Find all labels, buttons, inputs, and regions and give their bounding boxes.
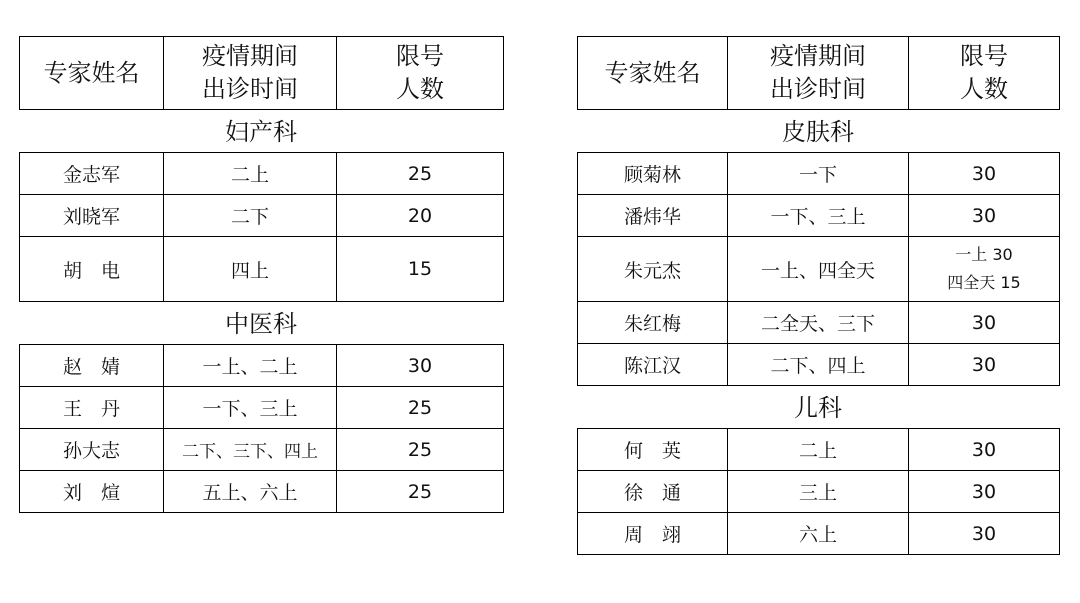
header-clinic-time-line1: 疫情期间 [202, 42, 298, 70]
limit-count: 30 [909, 302, 1060, 344]
table-row [578, 513, 1060, 555]
limit-count-line1: 一上 30 [955, 245, 1013, 264]
expert-name: 刘晓军 [20, 195, 164, 237]
limit-count: 20 [337, 195, 504, 237]
table-row [20, 471, 504, 513]
limit-count [909, 237, 1060, 302]
pediatrics-table [577, 428, 1060, 555]
expert-name: 王 丹 [20, 387, 164, 429]
dermatology-table [577, 152, 1060, 386]
table-row [578, 153, 1060, 195]
header-expert-name: 专家姓名 [20, 37, 164, 110]
clinic-time: 二下、四上 [728, 344, 909, 386]
expert-name: 刘 煊 [20, 471, 164, 513]
header-limit [909, 37, 1060, 110]
expert-name: 赵 婧 [20, 345, 164, 387]
section-title-pediatrics: 儿科 [794, 394, 842, 422]
right-header-table [577, 36, 1060, 110]
clinic-time: 四上 [164, 237, 337, 302]
limit-count: 25 [337, 153, 504, 195]
header-clinic-time-line2: 出诊时间 [770, 75, 866, 103]
clinic-time: 一下 [728, 153, 909, 195]
expert-name: 周 翊 [578, 513, 728, 555]
limit-count: 30 [909, 344, 1060, 386]
table-row [20, 345, 504, 387]
limit-count-line2: 四全天 15 [947, 273, 1021, 292]
clinic-time: 二上 [728, 429, 909, 471]
expert-name: 孙大志 [20, 429, 164, 471]
section-title-tcm: 中医科 [225, 310, 297, 338]
header-limit-line2: 人数 [960, 75, 1008, 103]
expert-name: 潘炜华 [578, 195, 728, 237]
tcm-table [19, 344, 504, 513]
header-limit-line1: 限号 [396, 42, 444, 70]
clinic-time: 六上 [728, 513, 909, 555]
limit-count: 30 [909, 471, 1060, 513]
left-header-table [19, 36, 504, 110]
limit-count: 30 [909, 513, 1060, 555]
limit-count: 25 [337, 471, 504, 513]
expert-name: 胡 电 [20, 237, 164, 302]
header-expert-name: 专家姓名 [578, 37, 728, 110]
table-row [578, 195, 1060, 237]
limit-count: 25 [337, 429, 504, 471]
header-limit-line2: 人数 [396, 75, 444, 103]
expert-name: 何 英 [578, 429, 728, 471]
limit-count: 30 [909, 195, 1060, 237]
limit-count: 25 [337, 387, 504, 429]
expert-name: 陈江汉 [578, 344, 728, 386]
left-schedule-column [19, 36, 503, 513]
section-title-obgyn: 妇产科 [225, 118, 297, 146]
clinic-time: 二下 [164, 195, 337, 237]
limit-count: 30 [337, 345, 504, 387]
clinic-time: 二上 [164, 153, 337, 195]
clinic-time: 一下、三上 [728, 195, 909, 237]
table-row [20, 387, 504, 429]
header-limit-line1: 限号 [960, 42, 1008, 70]
clinic-time: 一上、四全天 [728, 237, 909, 302]
clinic-time: 二下、三下、四上 [164, 429, 337, 471]
table-row [578, 344, 1060, 386]
table-row [20, 153, 504, 195]
table-row [578, 429, 1060, 471]
header-clinic-time [164, 37, 337, 110]
section-title-dermatology: 皮肤科 [782, 118, 854, 146]
header-clinic-time [728, 37, 909, 110]
limit-count: 30 [909, 153, 1060, 195]
table-row [20, 195, 504, 237]
expert-name: 徐 通 [578, 471, 728, 513]
table-row [578, 302, 1060, 344]
table-row [578, 471, 1060, 513]
table-row [578, 237, 1060, 302]
header-limit [337, 37, 504, 110]
limit-count: 30 [909, 429, 1060, 471]
expert-name: 朱红梅 [578, 302, 728, 344]
expert-name: 朱元杰 [578, 237, 728, 302]
clinic-time: 二全天、三下 [728, 302, 909, 344]
clinic-time: 五上、六上 [164, 471, 337, 513]
clinic-time: 一下、三上 [164, 387, 337, 429]
expert-name: 顾菊林 [578, 153, 728, 195]
table-row [20, 429, 504, 471]
table-row [20, 237, 504, 302]
right-schedule-column [577, 36, 1059, 555]
clinic-time: 一上、二上 [164, 345, 337, 387]
obgyn-table [19, 152, 504, 302]
clinic-time: 三上 [728, 471, 909, 513]
header-clinic-time-line2: 出诊时间 [202, 75, 298, 103]
header-clinic-time-line1: 疫情期间 [770, 42, 866, 70]
expert-name: 金志军 [20, 153, 164, 195]
limit-count: 15 [337, 237, 504, 302]
